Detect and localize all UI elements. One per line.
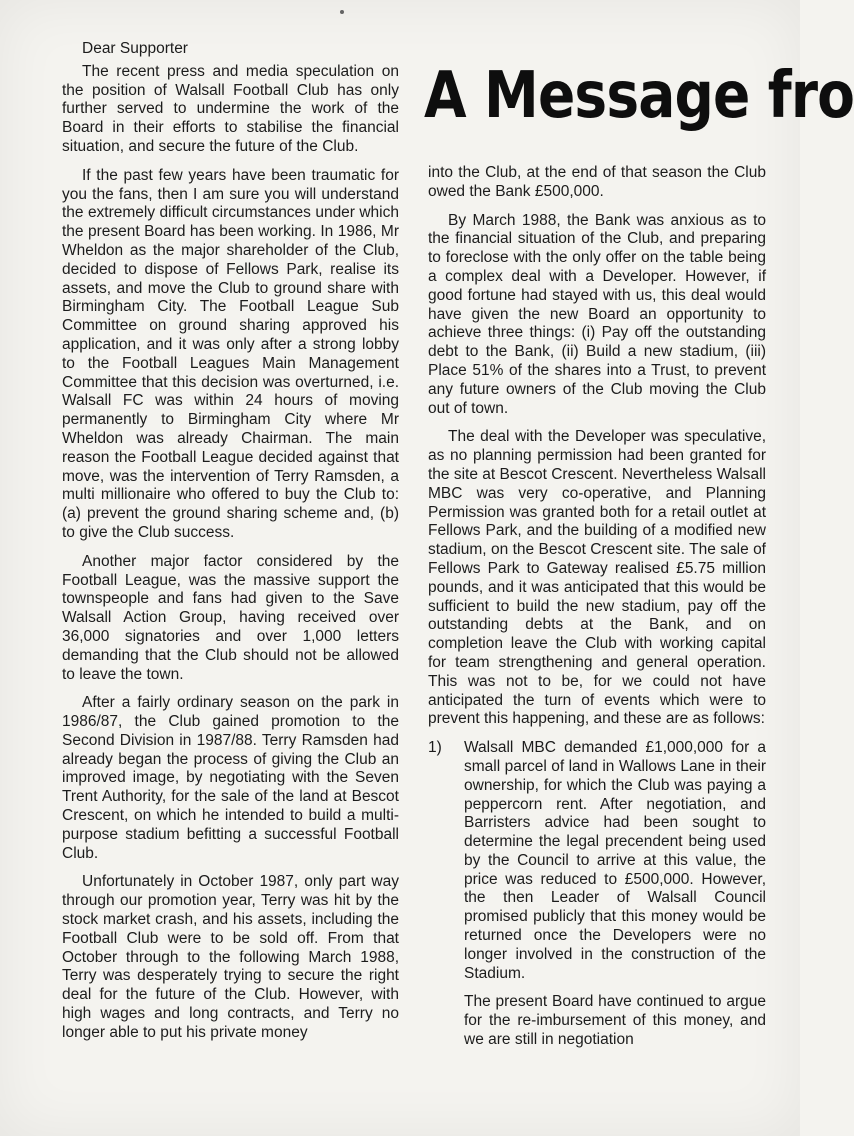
paragraph: Another major factor considered by the Football League, was the massive support the townspeople and fans had given to the Save Walsall Action Group, having received over 36,000 signatories and over 1,000 letters demanding that the Club should not be allowed to leave the town. [62,552,399,683]
print-speck [340,10,344,14]
continued-paragraph: into the Club, at the end of that season the Club owed the Bank £500,000. [428,164,766,200]
closing-paragraph: The present Board have continued to argue for the re-imbursement of this money, and we are still in negotiation [464,993,766,1049]
list-number: 1) [428,739,442,757]
salutation: Dear Supporter [82,40,188,57]
paragraph: The deal with the Developer was speculative, as no planning permission had been granted for the site at Bescot Crescent. Nevertheless Walsall MBC was very co-operative, and Planning Permission was granted both for a retail outlet at Fellows Park, and the building of a modified new stadium, on the Bescot Crescent site. The sale of Fellows Park to Gateway realised £5.75 million pounds, and it was anticipated that this would be sufficient to build the new stadium, pay off the outstanding debts at the Bank, and on completion leave the Club with working capital for team strengthening and general operation. This was not to be, for we could not have anticipated the turn of events which were to prevent this happening, and these are as follows: [428,428,766,728]
paragraph: Unfortunately in October 1987, only part way through our promotion year, Terry was hit by the stock market crash, and his assets, including the Football Club were to be sold off. From that October through to the following March 1988, Terry was desperately trying to secure the right deal for the future of the Club. However, with high wages and long contracts, and Terry no longer able to put his private money [62,873,399,1041]
left-column [62,40,399,1053]
page-headline: A Message fro [424,59,854,133]
paragraph: After a fairly ordinary season on the park in 1986/87, the Club gained promotion to the Second Division in 1987/88. Terry Ramsden had already began the process of giving the Club an improved image, by negotiating with the Seven Trent Authority, for the sale of the land at Bescot Crescent, on which he intended to build a multi-purpose stadium befitting a successful Football Club. [62,694,399,862]
right-column [428,164,766,1060]
list-item-text: Walsall MBC demanded £1,000,000 for a small parcel of land in Wallows Lane in their ownership, for which the Club was paying a peppercorn rent. After negotiation, and Barristers advice had been sought to determine the legal precendent being used by the Council to arrive at this value, the price was reduced to £500,000. However, the then Leader of Walsall Council promised publicly that this money would be returned once the Developers were no longer involved in the construction of the Stadium. [464,739,766,982]
numbered-list-item [428,739,766,983]
paragraph: By March 1988, the Bank was anxious as to the financial situation of the Club, and preparing to foreclose with the only offer on the table being a complex deal with a Developer. However, if good fortune had stayed with us, this deal would have given the new Board an opportunity to achieve three things: (i) Pay off the outstanding debt to the Bank, (ii) Build a new stadium, (iii) Place 51% of the shares into a Trust, to prevent any future owners of the Club moving the Club out of town. [428,211,766,417]
paragraph: The recent press and media speculation on the position of Walsall Football Club has only further served to undermine the work of the Board in their efforts to stabilise the financial situation, and secure the future of the Club. [62,62,399,155]
paragraph: If the past few years have been traumatic for you the fans, then I am sure you will understand the extremely difficult circumstances under which the present Board has been working. In 1986, Mr Wheldon as the major shareholder of the Club, decided to dispose of Fellows Park, realise its assets, and move the Club to ground share with Birmingham City. The Football League Sub Committee on ground sharing approved his application, and it was only after a strong lobby to the Football Leagues Main Management Committee that this decision was overturned, i.e. Walsall FC was within 24 hours of moving permanently to Birmingham City where Mr Wheldon was already Chairman. The main reason the Football League decided against that move, was the intervention of Terry Ramsden, a multi millionaire who offered to buy the Club to: (a) prevent the ground sharing scheme and, (b) to give the Club success. [62,166,399,541]
